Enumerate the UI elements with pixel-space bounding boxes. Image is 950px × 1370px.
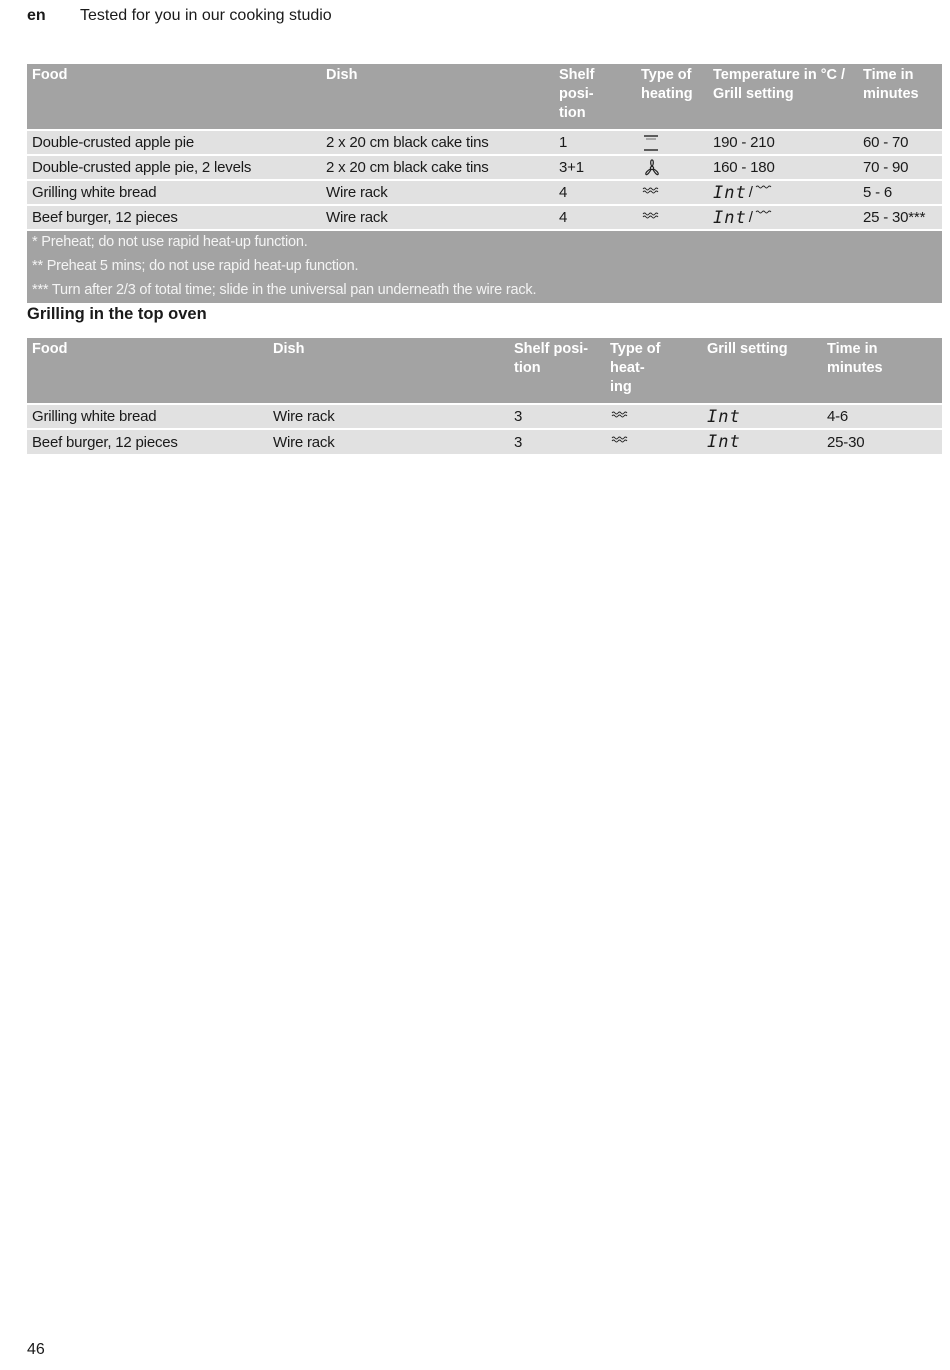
col-heating: Type of heat- ing xyxy=(605,338,702,404)
food-cell: Double-crusted apple pie xyxy=(27,130,321,155)
shelf-cell: 4 xyxy=(554,180,636,205)
footnote: *** Turn after 2/3 of total time; slide in the universal pan underneath the wire rack. xyxy=(32,282,537,298)
table-row xyxy=(27,205,942,230)
food-cell: Grilling white bread xyxy=(27,180,321,205)
footnote: * Preheat; do not use rapid heat-up function. xyxy=(32,234,308,250)
grill-setting-cell xyxy=(708,205,858,230)
table-row xyxy=(27,130,942,155)
col-food: Food xyxy=(27,64,321,130)
time-cell: 5 - 6 xyxy=(858,180,942,205)
baking-table xyxy=(27,64,942,303)
time-cell: 4-6 xyxy=(822,404,942,429)
temperature-cell: 190 - 210 xyxy=(708,130,858,155)
col-dish: Dish xyxy=(268,338,509,404)
col-grill-setting: Grill setting xyxy=(702,338,822,404)
grill-icon xyxy=(755,209,773,227)
shelf-cell: 1 xyxy=(554,130,636,155)
dish-cell: Wire rack xyxy=(268,429,509,454)
page-number: 46 xyxy=(27,1341,45,1358)
food-cell: Beef burger, 12 pieces xyxy=(27,205,321,230)
separator: / xyxy=(748,209,753,226)
grill-icon xyxy=(605,429,702,454)
col-shelf: Shelf posi- tion xyxy=(509,338,605,404)
dish-cell: 2 x 20 cm black cake tins xyxy=(321,130,554,155)
table-header-row xyxy=(27,64,942,130)
dish-cell: Wire rack xyxy=(321,205,554,230)
col-heating: Type of heating xyxy=(636,64,708,130)
grill-setting-cell xyxy=(702,404,822,429)
int-display-code: Int xyxy=(707,406,741,427)
footnote: ** Preheat 5 mins; do not use rapid heat-up function. xyxy=(32,258,359,274)
shelf-cell: 3 xyxy=(509,429,605,454)
time-cell: 25 - 30*** xyxy=(858,205,942,230)
dish-cell: 2 x 20 cm black cake tins xyxy=(321,155,554,180)
shelf-cell: 4 xyxy=(554,205,636,230)
col-food: Food xyxy=(27,338,268,404)
food-cell: Grilling white bread xyxy=(27,404,268,429)
page-header xyxy=(27,7,332,25)
col-dish: Dish xyxy=(321,64,554,130)
table-row xyxy=(27,429,942,454)
top-bottom-heat-icon xyxy=(636,130,708,155)
fan-icon xyxy=(636,155,708,180)
grill-setting-cell xyxy=(708,180,858,205)
shelf-cell: 3+1 xyxy=(554,155,636,180)
int-display-code: Int xyxy=(707,432,741,452)
grilling-table xyxy=(27,338,942,454)
dish-cell: Wire rack xyxy=(321,180,554,205)
table-row xyxy=(27,155,942,180)
table-row xyxy=(27,404,942,429)
col-shelf: Shelf posi- tion xyxy=(554,64,636,130)
grill-icon xyxy=(605,404,702,429)
col-time: Time in minutes xyxy=(858,64,942,130)
col-time: Time in minutes xyxy=(822,338,942,404)
time-cell: 60 - 70 xyxy=(858,130,942,155)
section-title: Tested for you in our cooking studio xyxy=(80,7,332,24)
footnotes-row xyxy=(27,230,942,303)
dish-cell: Wire rack xyxy=(268,404,509,429)
time-cell: 70 - 90 xyxy=(858,155,942,180)
grill-icon xyxy=(636,205,708,230)
int-display-code: Int xyxy=(713,182,747,203)
food-cell: Beef burger, 12 pieces xyxy=(27,429,268,454)
grill-setting-cell xyxy=(702,429,822,454)
section-subheading: Grilling in the top oven xyxy=(27,305,207,323)
separator: / xyxy=(748,184,753,201)
temperature-cell: 160 - 180 xyxy=(708,155,858,180)
grill-icon xyxy=(755,184,773,202)
col-temperature: Temperature in °C / Grill setting xyxy=(708,64,858,130)
shelf-cell: 3 xyxy=(509,404,605,429)
footnotes xyxy=(27,230,942,303)
table-header-row xyxy=(27,338,942,404)
int-display-code: Int xyxy=(713,207,747,228)
food-cell: Double-crusted apple pie, 2 levels xyxy=(27,155,321,180)
language-code: en xyxy=(27,7,46,24)
grill-icon xyxy=(636,180,708,205)
table-row xyxy=(27,180,942,205)
time-cell: 25-30 xyxy=(822,429,942,454)
